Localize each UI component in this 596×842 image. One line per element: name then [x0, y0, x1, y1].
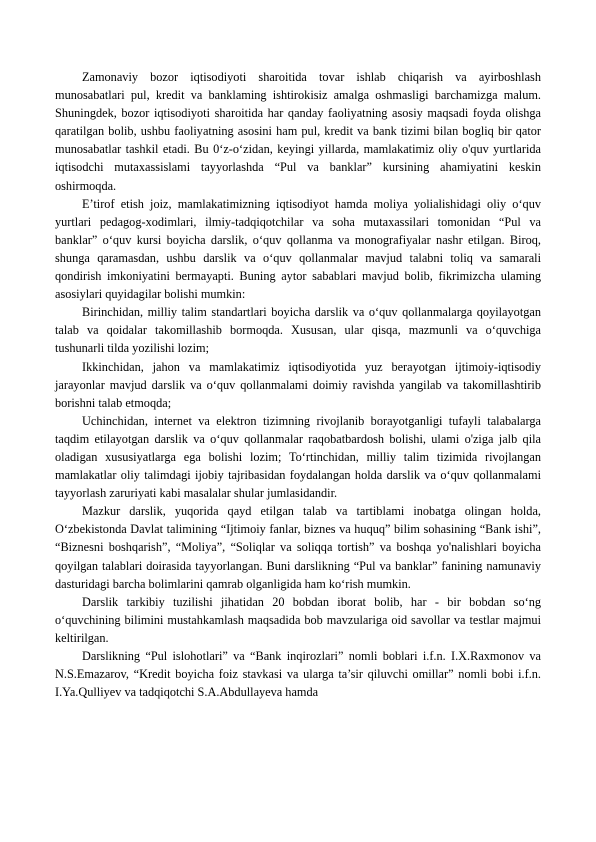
paragraph-textbook-scope: Mazkur darslik, yuqorida qayd etilgan talab va tartiblami inobatga olingan holda, O‘zbekistonda Davlat talimining “Ijtimoiy fanlar, biznes va huquq” bilim sohasining “Bank ishi”, “Biznesni boshqarish”, “Moliya”, “Soliqlar va soliqqa tortish” va boshqa yo'nalishlari boyicha qoyilgan talablari doirasida tayyorlangan. Buni darslikning “Pul va banklar” fanining namunaviy dasturidagi barcha bolimlarini qamrab olganligida ham ko‘rish mumkin. — [55, 504, 541, 591]
paragraph-third-fourth-reason: Uchinchidan, internet va elektron tizimning rivojlanib borayotganligi tufayli talabalarga taqdim etilayotgan darslik va o‘quv qollanmalar raqobatbardosh bolishi, ulami o'ziga jalb qila oladigan xususiyatlarga ega bolishi lozim; To‘rtinchidan, milliy talim tizimida rivojlangan mamlakatlar oliy talimdagi ijobiy tajribasidan foydalangan holda darslik va o‘quv qollanmalami tayyorlash zaruriyati kabi masalalar shular jumlasidandir. — [55, 413, 541, 501]
paragraph-acknowledgement: E’tirof etish joiz, mamlakatimizning iqtisodiyot hamda moliya yolialishidagi oliy o‘quv yurtlari pedagog-xodimlari, ilmiy-tadqiqotchilar va soha mutaxassilari tomonidan “Pul va banklar” o‘quv kursi boyicha darslik, o‘quv qollanma va monografiyalar nashr etilgan. Biroq, shunga qaramasdan, ushbu darslik va o‘quv qollanmalar mavjud talabni toliq va samarali qondirish imkoniyatini bermayapti. Buning aytor sabablari mavjud bolib, fikrimizcha ulaming asosiylari quyidagilar bolishi mumkin: — [55, 196, 541, 302]
paragraph-first-reason: Birinchidan, milliy talim standartlari boyicha darslik va o‘quv qollanmalarga qoyilayotgan talab va qoidalar takomillashib bormoqda. Xususan, ular qisqa, mazmunli va o‘quvchiga tushunarli tilda yozilishi lozim; — [55, 305, 541, 356]
paragraph-authors: Darslikning “Pul islohotlari” va “Bank inqirozlari” nomli boblari i.f.n. I.X.Raxmonov va N.S.Emazarov, “Kredit boyicha foiz stavkasi va ularga ta’sir qiluvchi omillar” nomli bobi i.f.n. I.Ya.Qulliyev va tadqiqotchi S.A.Abdullayeva hamda — [55, 649, 541, 700]
paragraph-second-reason: Ikkinchidan, jahon va mamlakatimiz iqtisodiyotida yuz berayotgan ijtimoiy-iqtisodiy jarayonlar mavjud darslik va o‘quv qollanmalami doimiy ravishda yangilab va takomillashtirib borishni talab etmoqda; — [55, 359, 541, 410]
paragraph-structure: Darslik tarkibiy tuzilishi jihatidan 20 bobdan iborat bolib, har - bir bobdan so‘ng o‘quvchining bilimini mustahkamlash maqsadida bob mavzulariga oid savollar va testlar majmui keltirilgan. — [55, 594, 541, 645]
document-page — [55, 68, 541, 701]
paragraph-intro: Zamonaviy bozor iqtisodiyoti sharoitida tovar ishlab chiqarish va ayirboshlash munosabatlari pul, kredit va banklaming ishtirokisiz amalga oshmasligi barchamizga malum. Shuningdek, bozor iqtisodiyoti sharoitida har qanday faoliyatning asosiy maqsadi foyda olishga qaratilgan bolib, ushbu faoliyatning asosini ham pul, kredit va bank tizimi bilan bogliq bir qator munosabatlar tashkil etadi. Bu 0‘z-o‘zidan, keyingi yillarda, mamlakatimiz oliy o'quv yurtlarida iqtisodchi mutaxassislami tayyorlashda “Pul va banklar” kursining ahamiyatini keskin oshirmoqda. — [55, 70, 541, 193]
